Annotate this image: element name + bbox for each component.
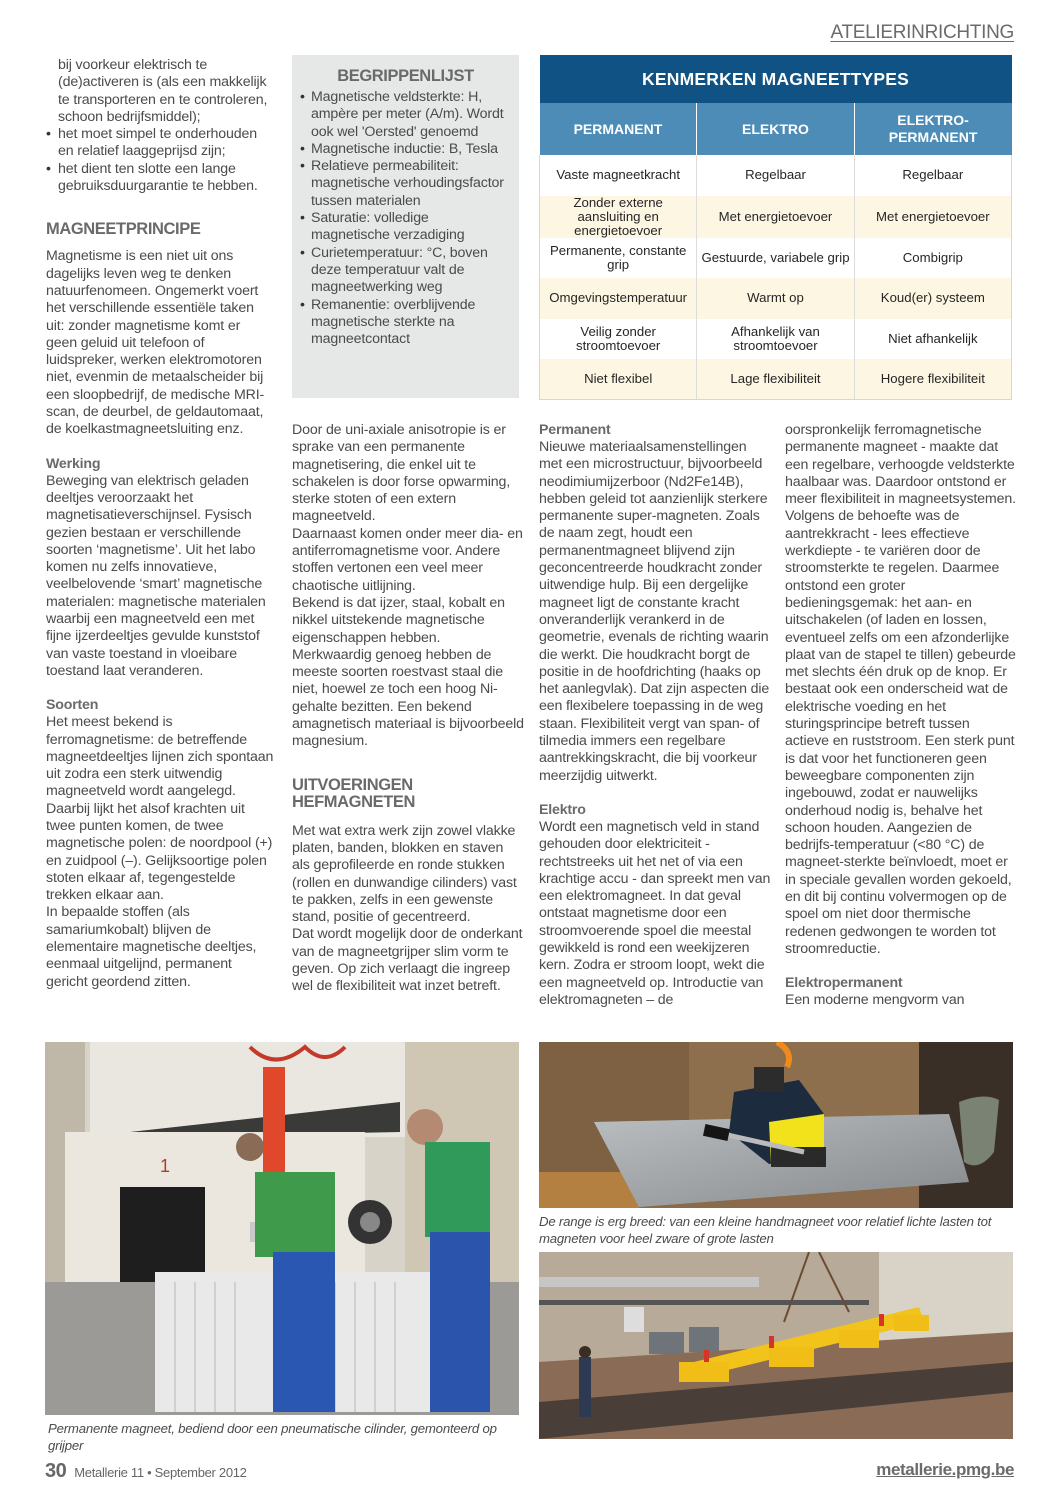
glossary-item: • Remanentie: overblijvende magnetische sterkte na magneetcontact bbox=[300, 297, 511, 349]
table-cell: Vaste magneetkracht bbox=[540, 155, 697, 196]
workers-scene-image bbox=[45, 1042, 519, 1415]
paragraph: Wordt een magnetisch veld in stand gehouden door elektriciteit - rechtstreeks uit het net of via een krachtige accu - dan spreekt men van een elektromagneet. In dat geval ontstaat magnetisme door een stroomvoerende spoel die meestal gewikkeld is rond een weekijzeren kern. Zodra er stroom loopt, wekt die een magneetveld op. Introductie van elektromagneten – de bbox=[539, 818, 771, 1008]
column-2 bbox=[292, 422, 524, 996]
table-cell: Niet flexibel bbox=[540, 359, 697, 400]
paragraph: Door de uni-axiale anisotropie is er sprake van een permanente magnetisering, die enkel uit te schakelen is door forse opwarming, sterke stoten of een extern magneetveld. bbox=[292, 422, 511, 525]
magnet-types-table bbox=[539, 55, 1012, 400]
table-cell: Niet afhankelijk bbox=[854, 319, 1011, 360]
paragraph: Bekend is dat ijzer, staal, kobalt en nikkel uitstekende magnetische eigenschappen hebben. bbox=[292, 594, 505, 646]
heading-magneetprincipe: MAGNEETPRINCIPE bbox=[46, 220, 201, 239]
glossary-item: • Curietemperatuur: °C, boven deze temperatuur valt de magneetwerking weg bbox=[300, 245, 511, 297]
table-cell: Warmt op bbox=[697, 278, 854, 319]
glossary-item: • Relatieve permeabiliteit: magnetische verhoudingsfactor tussen materialen bbox=[300, 158, 511, 210]
header-line: PERMANENT bbox=[888, 129, 978, 145]
photo-hand-magnet bbox=[539, 1042, 1013, 1208]
glossary-item: • Saturatie: volledige magnetische verzadiging bbox=[300, 210, 511, 245]
lifting-beam-image bbox=[539, 1252, 1013, 1439]
column-4 bbox=[785, 422, 1017, 1010]
paragraph: Nieuwe materiaalsamenstellingen met een microstructuur, bijvoorbeeld neodimiumijzerboor (Nd2Fe14B), hebben geleid tot aanzienlijk sterkere permanente super-magneten. Zoals de naam zegt, houdt een permanentmagneet blijvend zijn geconcentreerde houdkracht zonder uitwendige hulp. Bij een dergelijke magneet ligt de constante kracht onveranderlijk verankerd in de geometrie, evenals de richting waarin die werkt. Die houdkracht borgt de positie in de hoofdrichting (haaks op het aanlegvlak). Dat zijn aspecten die een flexibelere toepassing in de weg staan. Flexibiliteit vergt van span- of tilmedia immers een regelbare aantrekkingskracht, die bij voorkeur meerzijdig uitwerkt. bbox=[539, 439, 770, 784]
column-header-elektro: ELEKTRO bbox=[697, 103, 854, 155]
table-row bbox=[540, 196, 1012, 238]
table-cell: Met energietoevoer bbox=[697, 196, 854, 238]
svg-text:1: 1 bbox=[160, 1156, 171, 1176]
table-cell: Combigrip bbox=[854, 238, 1011, 279]
table-row bbox=[540, 155, 1012, 196]
column-header-elektropermanent bbox=[854, 103, 1011, 155]
paragraph: Daarnaast komen onder meer dia- en antiferromagnetisme voor. Andere stoffen vertonen een veel meer chaotische uitlijning. bbox=[292, 525, 523, 594]
paragraph: oorspronkelijk ferromagnetische permanente magneet - maakte dat een regelbare, verhoogde veldsterkte haalbaar was. Daardoor ontstond er meer flexibiliteit in magneetsystemen. Volgens de behoefte was de aantrekkracht - lees effectieve werkdiepte - te variëren door de stroomsterkte te regelen. Daarmee ontstond een groter bedieningsgemak: het aan- en uitschakelen (of laden en lossen, eventueel zelfs om een afzonderlijke plaat van de stapel te tillen) gebeurde met slechts één druk op de knop. Er bestaat ook een onderscheid wat de elektrische voeding en het sturingsprincipe betreft tussen actieve en ruststroom. Een sterk punt is dat voor het functioneren geen beweegbare componenten zijn ingebouwd, zodat er nauwelijks onderhoud nodig is, behalve het schoon houden. Aangezien de bedrijfs-temperatuur (<80 °C) de magneet-sterkte beïnvloedt, moet er in speciale gevallen worden gekoeld, en dit bij continu volvermogen op de spoel om niet door thermische redenen gedwongen te worden tot stroomreductie. bbox=[785, 422, 1016, 957]
header-line: ELEKTRO- bbox=[897, 112, 969, 128]
table-cell: Veilig zonder stroomtoevoer bbox=[540, 319, 697, 360]
photo-caption: De range is erg breed: van een kleine handmagneet voor relatief lichte lasten tot magneten voor heel zware of grote lasten bbox=[539, 1214, 992, 1246]
table-cell: Zonder externe aansluiting en energietoevoer bbox=[540, 196, 697, 238]
page-number: 30 bbox=[45, 1460, 67, 1482]
intro-continuation: bij voorkeur elektrisch te (de)activeren is (als een makkelijk te transporteren en te controleren, schoon bedrijfsmiddel); bbox=[58, 57, 268, 125]
photo-lifting-beam bbox=[539, 1252, 1013, 1439]
table-cell: Lage flexibiliteit bbox=[697, 359, 854, 400]
table-title: KENMERKEN MAGNEETTYPES bbox=[540, 55, 1012, 103]
photo-caption: Permanente magneet, bediend door een pneumatische cilinder, gemonteerd op grijper bbox=[48, 1421, 497, 1453]
glossary-box bbox=[292, 55, 519, 398]
table-cell: Permanente, constante grip bbox=[540, 238, 697, 279]
table-row bbox=[540, 238, 1012, 279]
glossary-title: BEGRIPPENLIJST bbox=[337, 67, 474, 85]
list-item: • het moet simpel te onderhouden en relatief laaggeprijsd zijn; bbox=[46, 126, 274, 161]
table-cell: Afhankelijk van stroomtoevoer bbox=[697, 319, 854, 360]
heading-soorten: Soorten bbox=[46, 697, 99, 714]
website-link[interactable]: metallerie.pmg.be bbox=[876, 1460, 1014, 1479]
paragraph: Een moderne mengvorm van bbox=[785, 992, 965, 1009]
table-row bbox=[540, 319, 1012, 360]
heading-elektropermanent: Elektropermanent bbox=[785, 975, 903, 992]
publication-info: Metallerie 11 • September 2012 bbox=[74, 1465, 247, 1480]
hand-magnet-image bbox=[539, 1042, 1013, 1208]
heading-werking: Werking bbox=[46, 455, 101, 472]
table-row bbox=[540, 359, 1012, 400]
glossary-list bbox=[300, 89, 511, 348]
paragraph: Het meest bekend is ferromagnetisme: de betreffende magneetdeeltjes lijnen zich spontaan uit zodra een sterk uitwendig magneetveld wordt aangelegd. Daarbij lijkt het alsof krachten uit twee punten komen, de twee magnetische polen: de noordpool (+) en zuidpool (–). Gelijksoortige polen stoten elkaar af, tegengestelde trekken elkaar aan. bbox=[46, 714, 274, 904]
table-cell: Met energietoevoer bbox=[854, 196, 1011, 238]
footer-publication bbox=[45, 1460, 247, 1483]
paragraph: Beweging van elektrisch geladen deeltjes veroorzaakt het magnetisatieverschijnsel. Fysisch gezien bestaan er verschillende soorten ‘magnetisme’. Uit het labo komen nu zelfs innovatieve, veelbelovende ‘smart’ magnetische materialen: magnetische materialen waarbij een magneetveld een met fijne ijzerdeeltjes gevulde kunststof van vaste toestand in vloeibare toestand laat veranderen. bbox=[46, 472, 266, 679]
glossary-item: • Magnetische inductie: B, Tesla bbox=[300, 141, 511, 158]
column-1 bbox=[46, 57, 274, 991]
table-row bbox=[540, 278, 1012, 319]
table-cell: Omgevingstemperatuur bbox=[540, 278, 697, 319]
table-cell: Gestuurde, variabele grip bbox=[697, 238, 854, 279]
section-header: ATELIERINRICHTING bbox=[830, 22, 1014, 43]
paragraph: Merkwaardig genoeg hebben de meeste soorten roestvast staal die niet, hoewel ze toch een hoog Ni-gehalte bezitten. Een bekend amagnetisch materiaal is bijvoorbeeld magnesium. bbox=[292, 646, 524, 750]
paragraph: Dat wordt mogelijk door de onderkant van de magneetgrijper slim vorm te geven. Op zich verlaagt die ingreep wel de flexibiliteit wat inzet betreft. bbox=[292, 926, 523, 995]
paragraph: Met wat extra werk zijn zowel vlakke platen, banden, blokken en staven als geprofileerde en ronde stukken (rollen en dunwandige cilinders) vast te pakken, zelfs in een gewenste stand, positie of gecentreerd. bbox=[292, 822, 517, 926]
photo-workers-gripper bbox=[45, 1042, 519, 1415]
table-cell: Koud(er) systeem bbox=[854, 278, 1011, 319]
list-item: • het dient ten slotte een lange gebruiksduurgarantie te hebben. bbox=[46, 161, 274, 196]
heading-permanent: Permanent bbox=[539, 422, 611, 438]
column-3 bbox=[539, 422, 771, 1009]
column-header-permanent: PERMANENT bbox=[540, 103, 697, 155]
table-cell: Hogere flexibiliteit bbox=[854, 359, 1011, 400]
table-cell: Regelbaar bbox=[854, 155, 1011, 196]
paragraph: Magnetisme is een niet uit ons dagelijks leven weg te denken natuurfenomeen. Ongemerkt voert het verschillende essentiële taken uit: zonder magnetisme komt er geen geluid uit telefoon of luidspreker, werken elektromotoren niet, evenmin de metaalscheider bij een sloopbedrijf, de medische MRI-scan, de deurbel, de geldautomaat, de koelkastmagneetsluiting enz. bbox=[46, 248, 265, 438]
table-cell: Regelbaar bbox=[697, 155, 854, 196]
paragraph: In bepaalde stoffen (als samariumkobalt) blijven de elementaire magnetische deeltjes, eenmaal uitgelijnd, permanent gericht geordend zitten. bbox=[46, 904, 257, 990]
heading-elektro: Elektro bbox=[539, 801, 586, 818]
heading-uitvoeringen: UITVOERINGEN HEFMAGNETEN bbox=[292, 775, 416, 811]
glossary-item: • Magnetische veldsterkte: H, ampère per meter (A/m). Wordt ook wel 'Oersted' genoemd bbox=[300, 89, 511, 141]
requirements-list bbox=[46, 126, 274, 195]
